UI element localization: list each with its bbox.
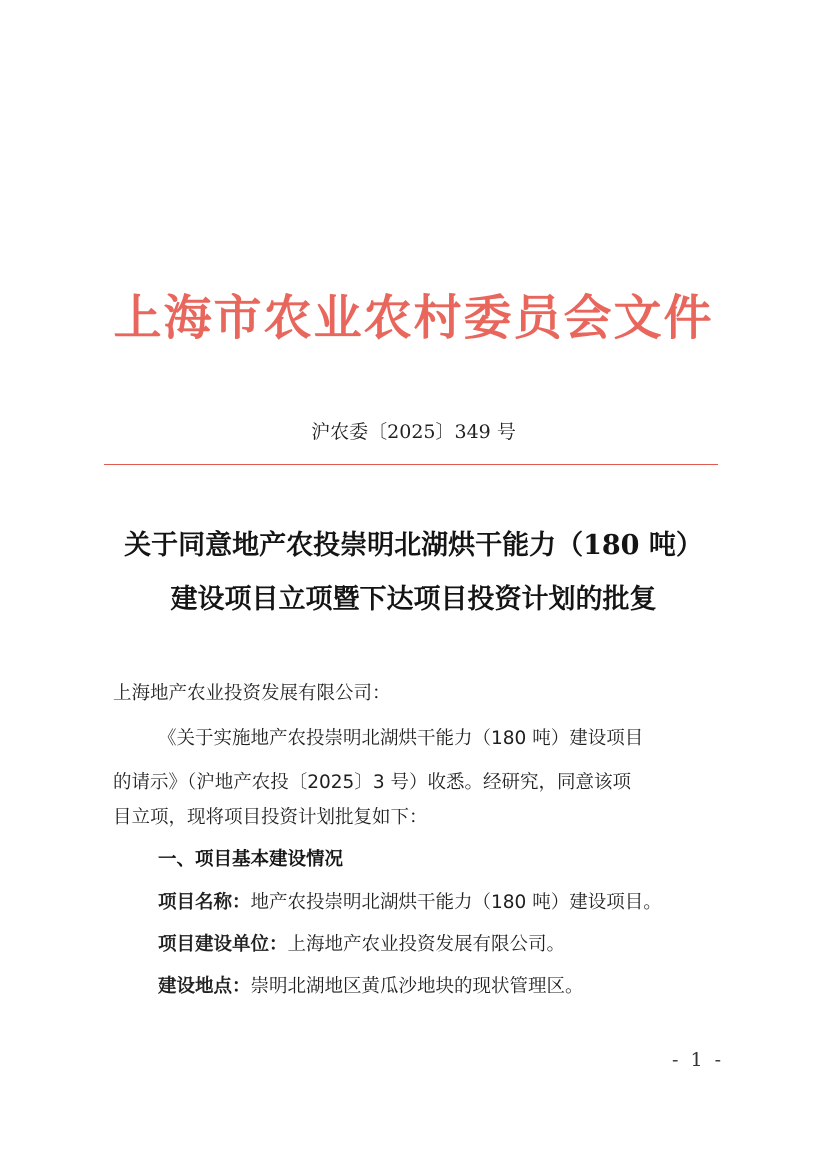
project-name-label: 项目名称： — [158, 892, 251, 913]
project-name-line — [158, 888, 662, 918]
section-1-heading: 一、项目基本建设情况 — [158, 849, 344, 870]
project-name-value: 地产农投崇明北湖烘干能力（180 吨）建设项目。 — [250, 892, 662, 913]
red-divider-line — [104, 464, 718, 465]
project-location-value: 崇明北湖地区黄瓜沙地块的现状管理区。 — [250, 976, 584, 997]
paragraph-1-line-2: 的请示》（沪地产农投〔2025〕3 号）收悉。经研究，同意该项 — [113, 772, 631, 793]
addressee: 上海地产农业投资发展有限公司： — [113, 683, 391, 704]
page-number: - 1 - — [672, 1049, 725, 1071]
project-location-label: 建设地点： — [158, 976, 251, 997]
project-location-line — [158, 972, 584, 1002]
document-title-line-2: 建设项目立项暨下达项目投资计划的批复 — [170, 584, 657, 615]
document-title-line-1: 关于同意地产农投崇明北湖烘干能力（180 吨） — [124, 530, 703, 561]
masthead-title: 上海市农业农村委员会文件 — [113, 290, 714, 346]
project-unit-label: 项目建设单位： — [158, 934, 288, 955]
document-number: 沪农委〔2025〕349 号 — [311, 421, 516, 443]
project-unit-line — [158, 930, 565, 960]
paragraph-1-line-3: 目立项，现将项目投资计划批复如下： — [113, 807, 428, 828]
project-unit-value: 上海地产农业投资发展有限公司。 — [287, 934, 566, 955]
paragraph-1-line-1: 《关于实施地产农投崇明北湖烘干能力（180 吨）建设项目 — [158, 728, 644, 749]
